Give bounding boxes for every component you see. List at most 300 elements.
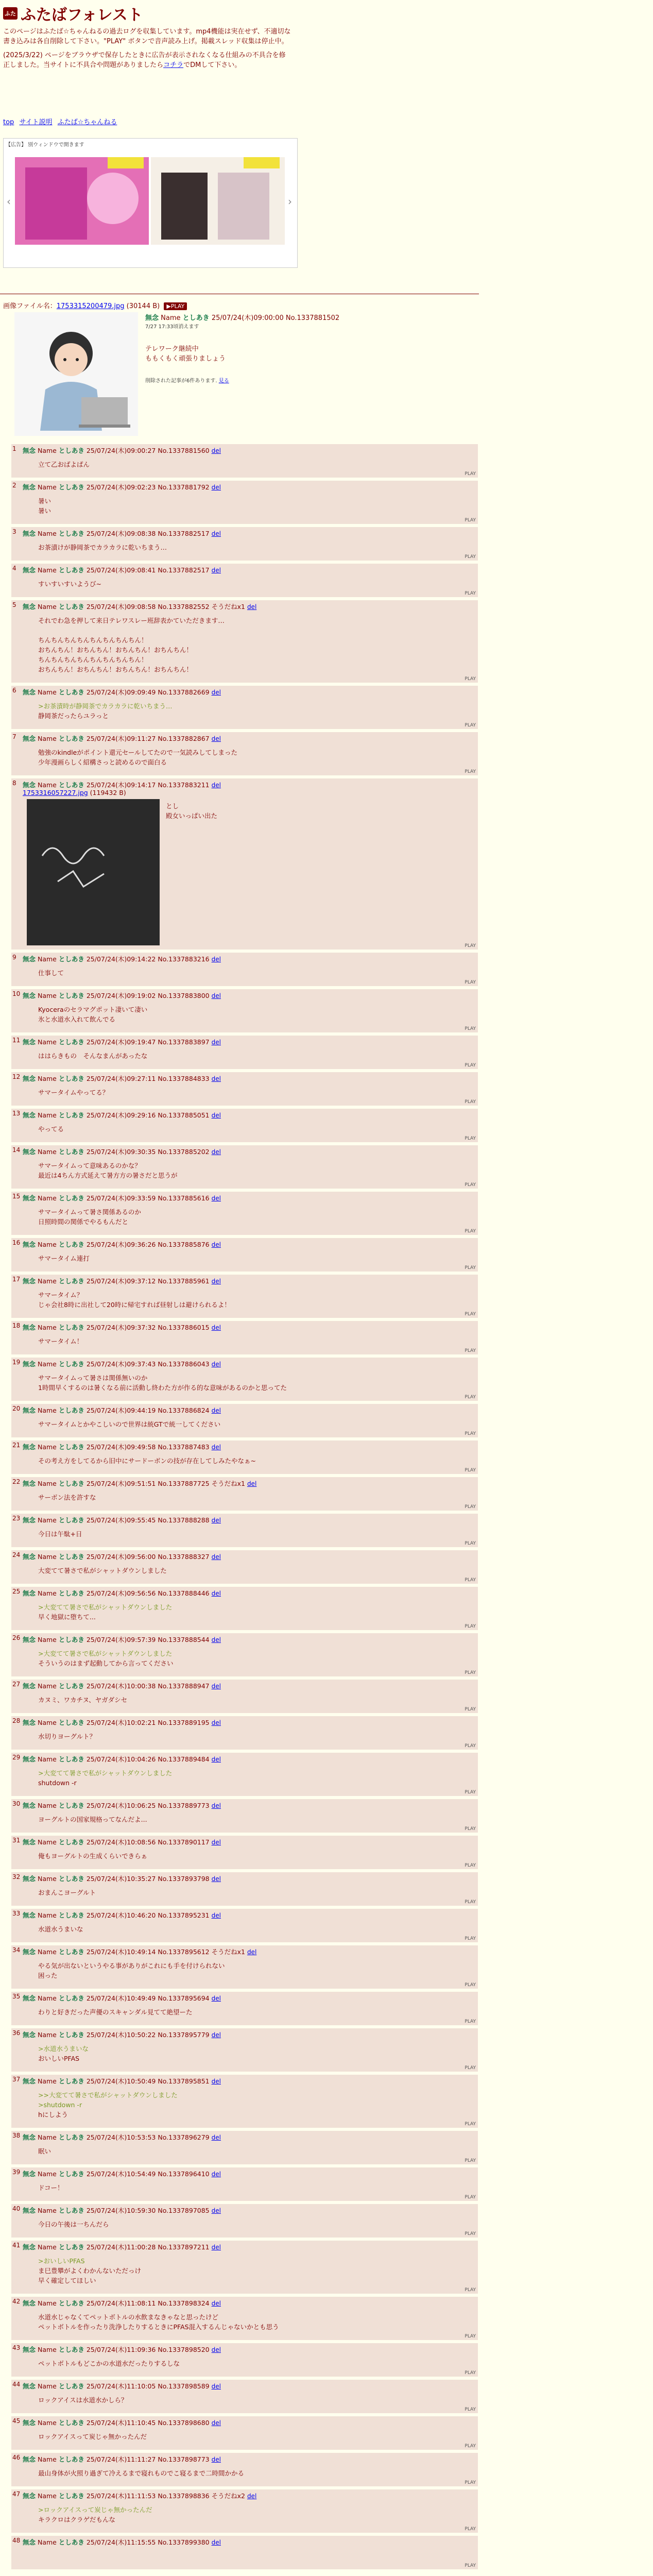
reply-body: [38, 1695, 127, 1705]
reply-index: 43: [12, 2344, 21, 2351]
play-stamp[interactable]: PLAY: [465, 1468, 476, 1473]
reply-no: No.1337886043: [158, 1360, 212, 1368]
reply-date: 25/07/24(木)09:19:02: [84, 992, 158, 999]
sodane-button[interactable]: そうだねx1: [211, 1480, 247, 1487]
ad-image-right[interactable]: [151, 157, 285, 245]
reply-line: ロックアイスって炭じゃ無かったんだ: [38, 2433, 147, 2441]
reply-author: としあき: [58, 2207, 84, 2214]
ad-prev-icon[interactable]: ‹: [7, 195, 11, 208]
reply-body: [38, 1924, 83, 1934]
reply-line: 今日の午後は一ちんだら: [38, 2221, 109, 2228]
op-image[interactable]: [14, 312, 138, 436]
del-link[interactable]: del: [211, 689, 221, 696]
reply-name: 無念: [23, 1553, 36, 1561]
reply-index: 17: [12, 1276, 21, 1283]
reply-line: その考え方をしてるから旧中にサードーボンの技が存在してしみたやなぁ~: [38, 1457, 256, 1465]
play-stamp[interactable]: PLAY: [465, 1504, 476, 1510]
play-stamp[interactable]: PLAY: [465, 2480, 476, 2485]
show-deleted-link[interactable]: 見る: [218, 378, 229, 384]
reply-index: 44: [12, 2381, 21, 2388]
nav-about-link[interactable]: サイト説明: [19, 118, 53, 126]
reply-name-label: Name: [36, 2492, 59, 2500]
play-stamp[interactable]: PLAY: [465, 1026, 476, 1031]
reply-name-label: Name: [36, 2077, 59, 2085]
reply-author: としあき: [58, 1075, 84, 1082]
ad-caption: 【広告】 別ウィンドウで開きます: [6, 142, 84, 148]
reply-date: 25/07/24(木)09:37:43: [84, 1360, 158, 1368]
reply-name: 無念: [23, 1589, 36, 1597]
reply-author: としあき: [58, 483, 84, 491]
reply-body: [38, 1649, 174, 1668]
reply-body: [38, 1456, 256, 1466]
play-stamp[interactable]: PLAY: [465, 1541, 476, 1546]
sodane-button[interactable]: そうだねx1: [211, 603, 247, 611]
reply-header: [23, 1910, 221, 1920]
reply-line: そういうのはまず起動してから言ってください: [38, 1659, 174, 1667]
del-link[interactable]: del: [211, 992, 221, 999]
del-link[interactable]: del: [211, 2539, 221, 2546]
reply-header: [23, 1635, 221, 1644]
del-link[interactable]: del: [211, 567, 221, 574]
reply-date: 25/07/24(木)09:51:51: [84, 1480, 158, 1487]
play-stamp[interactable]: PLAY: [465, 1348, 476, 1353]
reply-no: No.1337883216: [158, 955, 212, 963]
del-link[interactable]: del: [211, 1995, 221, 2002]
del-link[interactable]: del: [211, 2419, 221, 2427]
play-stamp[interactable]: PLAY: [465, 1982, 476, 1988]
reply-author: としあき: [58, 1589, 84, 1597]
reply-name: 無念: [23, 1038, 36, 1046]
reply-header: [23, 1479, 256, 1488]
quote-line: >ロックアイスって炭じゃ無かったんだ: [38, 2506, 152, 2514]
del-link[interactable]: del: [211, 1324, 221, 1331]
reply-author: としあき: [58, 1994, 84, 2002]
reply-author: としあき: [58, 781, 84, 789]
op-file-line: [3, 300, 187, 310]
quote-line: >>大変てて暑さで私がシャットダウンしました: [38, 2091, 178, 2099]
reply-date: 25/07/24(木)09:49:58: [84, 1443, 158, 1451]
reply-name: 無念: [23, 447, 36, 454]
reply-header: [23, 446, 221, 455]
del-link[interactable]: del: [211, 1590, 221, 1597]
reply-image[interactable]: [27, 799, 160, 945]
del-link[interactable]: del: [211, 2244, 221, 2251]
reply-name-label: Name: [36, 1360, 59, 1368]
reply-header: [23, 2418, 221, 2427]
reply-header: [23, 482, 221, 492]
del-link[interactable]: del: [211, 2383, 221, 2390]
del-link[interactable]: del: [211, 1719, 221, 1726]
reply-no: No.1337889484: [158, 1755, 212, 1763]
del-link[interactable]: del: [211, 1361, 221, 1368]
reply-header: [23, 954, 221, 963]
del-link[interactable]: del: [211, 1075, 221, 1082]
reply-author: としあき: [58, 1719, 84, 1726]
del-link[interactable]: del: [211, 530, 221, 537]
reply-date: 25/07/24(木)09:29:16: [84, 1111, 158, 1119]
reply-body: [38, 616, 225, 674]
op-file-size: (30144 B): [126, 302, 160, 310]
reply-header: [23, 1405, 221, 1415]
reply-name-label: Name: [36, 1443, 59, 1451]
play-stamp[interactable]: PLAY: [465, 1265, 476, 1270]
del-link[interactable]: del: [211, 2456, 221, 2463]
reply-no: No.1337885961: [158, 1277, 212, 1285]
reply-header: [23, 1588, 221, 1598]
reply-index: 29: [12, 1754, 21, 1761]
nav-links: [3, 116, 120, 126]
play-stamp[interactable]: PLAY: [465, 2334, 476, 2339]
reply-body: [38, 1124, 64, 1134]
del-link[interactable]: del: [211, 1444, 221, 1451]
reply-header: [23, 565, 221, 574]
reply-no: No.1337883897: [158, 1038, 212, 1046]
reply-date: 25/07/24(木)09:56:56: [84, 1589, 158, 1597]
play-stamp[interactable]: PLAY: [465, 1063, 476, 1068]
reply-author: としあき: [58, 2492, 84, 2500]
play-stamp[interactable]: PLAY: [465, 723, 476, 728]
play-stamp[interactable]: PLAY: [465, 2195, 476, 2200]
reply-author: としあき: [58, 1911, 84, 1919]
play-stamp[interactable]: PLAY: [465, 2444, 476, 2449]
nav-futaba-link[interactable]: ふたば☆ちゃんねる: [57, 118, 117, 126]
reply-line: サーボン法を許すな: [38, 1494, 96, 1501]
reply-date: 25/07/24(木)09:09:49: [84, 688, 158, 696]
reply-body: [38, 2432, 147, 2442]
reply-line: おまんこヨーグルト: [38, 1889, 96, 1896]
reply-name: 無念: [23, 1406, 36, 1414]
reply-line: hにしよう: [38, 2111, 68, 2119]
reply-line: サマータイムって暑さ関係あるのか: [38, 1208, 141, 1216]
play-stamp[interactable]: PLAY: [465, 1136, 476, 1141]
reply-body: [38, 1088, 109, 1097]
chalkboard-icon: [27, 799, 160, 945]
play-stamp[interactable]: PLAY: [465, 1395, 476, 1400]
reply-no: No.1337881792: [158, 483, 212, 491]
reply-name-label: Name: [36, 2346, 59, 2353]
reply-name: 無念: [23, 1516, 36, 1524]
del-link[interactable]: del: [211, 1912, 221, 1919]
del-link[interactable]: del: [247, 603, 257, 611]
del-link[interactable]: del: [211, 2078, 221, 2085]
op-expire: 7/27 17:33頃消えます: [145, 324, 199, 330]
play-stamp[interactable]: PLAY: [465, 2407, 476, 2412]
del-link[interactable]: del: [211, 956, 221, 963]
reply-line: サマータイム連打: [38, 1255, 90, 1262]
op-file-link[interactable]: 1753315200479.jpg: [56, 302, 125, 310]
reply-header: [23, 2169, 221, 2178]
sodane-button[interactable]: そうだねx2: [211, 2492, 247, 2500]
play-stamp[interactable]: PLAY: [465, 2370, 476, 2376]
reply-author: としあき: [58, 1194, 84, 1202]
reply-file-line: [23, 789, 126, 796]
reply-index: 6: [12, 687, 16, 694]
del-link[interactable]: del: [211, 1802, 221, 1809]
sodane-button[interactable]: そうだねx1: [211, 1948, 247, 1956]
play-stamp[interactable]: PLAY: [465, 943, 476, 948]
reply-header: [23, 529, 221, 538]
play-stamp[interactable]: PLAY: [465, 1863, 476, 1868]
reply-file-link[interactable]: 1753316057227.jpg: [23, 789, 88, 796]
reply-index: 13: [12, 1110, 21, 1117]
reply-no: No.1337881560: [158, 447, 212, 454]
reply-no: No.1337889773: [158, 1802, 212, 1809]
reply-date: 25/07/24(木)10:49:14: [84, 1948, 158, 1956]
reply-body: [38, 1529, 82, 1539]
reply-name: 無念: [23, 2419, 36, 2427]
ad-banner[interactable]: [3, 138, 298, 268]
reply-no: No.1337896279: [158, 2133, 212, 2141]
play-stamp[interactable]: PLAY: [465, 769, 476, 774]
play-stamp[interactable]: PLAY: [465, 1312, 476, 1317]
reply-name-label: Name: [36, 1636, 59, 1643]
play-stamp[interactable]: PLAY: [465, 1670, 476, 1675]
site-logo[interactable]: ふた: [3, 7, 18, 20]
reply-name-label: Name: [36, 2133, 59, 2141]
reply-no: No.1337888947: [158, 1682, 212, 1690]
reply-body: [38, 1815, 147, 1824]
play-stamp[interactable]: PLAY: [465, 1182, 476, 1188]
ad-image-left[interactable]: [15, 157, 149, 245]
play-stamp[interactable]: PLAY: [465, 2019, 476, 2024]
reply-author: としあき: [58, 688, 84, 696]
play-stamp[interactable]: PLAY: [465, 1624, 476, 1629]
reply-line: 立て乙おばよぱん: [38, 461, 90, 468]
del-link[interactable]: del: [211, 735, 221, 742]
del-link[interactable]: del: [211, 1407, 221, 1414]
reply-index: 48: [12, 2537, 21, 2544]
play-stamp[interactable]: PLAY: [465, 1743, 476, 1749]
play-stamp[interactable]: PLAY: [465, 554, 476, 560]
reply-name: 無念: [23, 1324, 36, 1331]
reply-index: 31: [12, 1837, 21, 1844]
reply-author: としあき: [58, 2538, 84, 2546]
reply-no: No.1337882517: [158, 566, 212, 574]
reply-post: [11, 1550, 478, 1584]
reply-name-label: Name: [36, 1994, 59, 2002]
reply-author: としあき: [58, 1480, 84, 1487]
reply-name: 無念: [23, 1148, 36, 1156]
nav-top-link[interactable]: top: [3, 118, 14, 126]
reply-date: 25/07/24(木)10:06:25: [84, 1802, 158, 1809]
reply-date: 25/07/24(木)10:02:21: [84, 1719, 158, 1726]
play-stamp[interactable]: PLAY: [465, 518, 476, 523]
del-link[interactable]: del: [211, 1756, 221, 1763]
del-link[interactable]: del: [211, 1039, 221, 1046]
op-body: [145, 344, 226, 364]
play-stamp[interactable]: PLAY: [465, 676, 476, 682]
play-stamp[interactable]: PLAY: [465, 1707, 476, 1712]
reply-body: [38, 1566, 167, 1575]
play-stamp[interactable]: PLAY: [465, 2231, 476, 2236]
reply-body: [38, 1253, 90, 1263]
ad-next-icon[interactable]: ›: [288, 195, 292, 208]
reply-line: お茶漬けが静岡茶でカラカラに乾いちまう…: [38, 544, 167, 551]
reply-date: 25/07/24(木)09:56:00: [84, 1553, 158, 1561]
del-link[interactable]: del: [247, 2493, 257, 2500]
reply-post: [11, 1587, 478, 1630]
play-stamp[interactable]: PLAY: [465, 1578, 476, 1583]
reply-date: 25/07/24(木)10:35:27: [84, 1875, 158, 1883]
play-button[interactable]: ▶PLAY: [164, 302, 187, 310]
del-link[interactable]: del: [211, 447, 221, 454]
play-stamp[interactable]: PLAY: [465, 1936, 476, 1941]
reply-line: やってる: [38, 1125, 64, 1133]
reply-header: [23, 1874, 221, 1883]
reply-no: No.1337890117: [158, 1838, 212, 1846]
reply-body: [38, 701, 172, 721]
reply-index: 22: [12, 1478, 21, 1485]
reply-line: わりと好きだった声優のスキャンダル見てて絶望ーた: [38, 2008, 193, 2016]
file-label: 画像ファイル名：: [3, 302, 57, 310]
play-stamp[interactable]: PLAY: [465, 1900, 476, 1905]
del-link[interactable]: del: [211, 1517, 221, 1524]
del-link[interactable]: del: [211, 2300, 221, 2307]
reply-name: 無念: [23, 1911, 36, 1919]
reply-line: おちんちん！おちんちん！おちんちん！おちんちん！: [38, 666, 193, 673]
reply-author: としあき: [58, 1516, 84, 1524]
reply-line: 殿女いっぱい出た: [166, 812, 218, 820]
del-link[interactable]: del: [211, 1636, 221, 1643]
del-link[interactable]: del: [211, 1112, 221, 1119]
del-link[interactable]: del: [211, 1683, 221, 1690]
play-stamp[interactable]: PLAY: [465, 1099, 476, 1105]
reply-author: としあき: [58, 2299, 84, 2307]
reply-header: [23, 2298, 221, 2308]
reply-post: [11, 444, 478, 478]
play-stamp[interactable]: PLAY: [465, 1431, 476, 1436]
reply-name-label: Name: [36, 1075, 59, 1082]
reply-post: [11, 1238, 478, 1272]
reply-line: キラクロはクラゲだもんな: [38, 2516, 116, 2523]
reply-line: カヌミ、ワカチヌ、ヤガダシセ: [38, 1696, 128, 1704]
reply-no: No.1337895694: [158, 1994, 212, 2002]
reply-date: 25/07/24(木)09:55:45: [84, 1516, 158, 1524]
reply-name: 無念: [23, 735, 36, 742]
play-stamp[interactable]: PLAY: [465, 2527, 476, 2532]
reply-index: 25: [12, 1588, 21, 1595]
play-stamp[interactable]: PLAY: [465, 1229, 476, 1234]
reply-line: ヨーグルトの国家規格ってなんだよ...: [38, 1816, 147, 1823]
del-link[interactable]: del: [211, 2031, 221, 2039]
del-link[interactable]: del: [211, 1553, 221, 1561]
play-stamp[interactable]: PLAY: [465, 2158, 476, 2163]
reply-header: [23, 687, 221, 697]
reply-author: としあき: [58, 1948, 84, 1956]
del-link[interactable]: del: [211, 1278, 221, 1285]
reply-body: [38, 1290, 231, 1310]
reply-index: 8: [12, 779, 16, 787]
play-stamp[interactable]: PLAY: [465, 1826, 476, 1832]
reply-line: ペットボトルもどこかの水道水だったりするしな: [38, 2360, 180, 2367]
contact-link[interactable]: コチラ: [163, 61, 184, 69]
del-link[interactable]: del: [247, 1480, 257, 1487]
play-stamp[interactable]: PLAY: [465, 2065, 476, 2071]
op-author: としあき: [182, 314, 210, 322]
reply-name: 無念: [23, 2455, 36, 2463]
play-stamp[interactable]: PLAY: [465, 2287, 476, 2293]
reply-author: としあき: [58, 1324, 84, 1331]
del-link[interactable]: del: [211, 1875, 221, 1883]
del-link[interactable]: del: [247, 1948, 257, 1956]
reply-index: 36: [12, 2029, 21, 2037]
reply-no: No.1337887725: [158, 1480, 212, 1487]
del-link[interactable]: del: [211, 484, 221, 491]
reply-date: 25/07/24(木)09:57:39: [84, 1636, 158, 1643]
del-link[interactable]: del: [211, 1148, 221, 1156]
play-stamp[interactable]: PLAY: [465, 471, 476, 477]
del-link[interactable]: del: [211, 1839, 221, 1846]
del-link[interactable]: del: [211, 2207, 221, 2214]
play-stamp[interactable]: PLAY: [465, 2122, 476, 2127]
reply-index: 14: [12, 1146, 21, 1154]
reply-post: [11, 527, 478, 561]
reply-post: [11, 2131, 478, 2164]
reply-header: [23, 1074, 221, 1083]
play-stamp[interactable]: PLAY: [465, 591, 476, 596]
reply-header: [23, 1718, 221, 1727]
del-link[interactable]: del: [211, 2171, 221, 2178]
reply-name: 無念: [23, 781, 36, 789]
reply-line: 今日は午駄+日: [38, 1530, 82, 1538]
reply-name-label: Name: [36, 1480, 59, 1487]
reply-line: ははらきもの そんなまんがあったな: [38, 1052, 148, 1060]
reply-author: としあき: [58, 2077, 84, 2085]
reply-name: 無念: [23, 2492, 36, 2500]
reply-header: [23, 1552, 221, 1561]
reply-line: やる気が出ないというやる事がありがこれにも手を付けられない: [38, 1962, 225, 1970]
del-link[interactable]: del: [211, 1195, 221, 1202]
reply-name-label: Name: [36, 1194, 59, 1202]
reply-post: [11, 1872, 478, 1906]
play-stamp[interactable]: PLAY: [465, 2563, 476, 2568]
reply-body: [38, 2219, 109, 2229]
op-date: 25/07/24(木)09:00:00: [211, 314, 284, 322]
reply-line: 俺もヨーグルトの生成くらいできらぁ: [38, 1852, 148, 1860]
quote-line: >水道水うまいな: [38, 2045, 89, 2053]
reply-index: 9: [12, 954, 16, 961]
del-link[interactable]: del: [211, 2346, 221, 2353]
reply-name: 無念: [23, 1443, 36, 1451]
reply-body: [38, 1419, 220, 1429]
reply-author: としあき: [58, 955, 84, 963]
del-link[interactable]: del: [211, 1241, 221, 1248]
reply-name-label: Name: [36, 2207, 59, 2214]
del-link[interactable]: del: [211, 2134, 221, 2141]
play-stamp[interactable]: PLAY: [465, 980, 476, 985]
play-stamp[interactable]: PLAY: [465, 1790, 476, 1795]
reply-line: 最山身体が火照り過ぎて冷えるまで寝れものでこ寝るまで二時間かかる: [38, 2469, 245, 2477]
del-link[interactable]: del: [211, 782, 221, 789]
reply-post: [11, 732, 478, 775]
site-notice: [3, 27, 291, 70]
op-header: [145, 312, 339, 330]
reply-name: 無念: [23, 1360, 36, 1368]
reply-name-label: Name: [36, 530, 59, 537]
reply-index: 37: [12, 2076, 21, 2083]
reply-line: 氷と水道水入れて飲んでる: [38, 1015, 116, 1023]
reply-post: [11, 1716, 478, 1750]
quote-line: >大変てて暑さで私がシャットダウンしました: [38, 1769, 173, 1777]
reply-date: 25/07/24(木)10:50:49: [84, 2077, 158, 2085]
reply-name-label: Name: [36, 1589, 59, 1597]
reply-body: [38, 579, 101, 589]
reply-body: [38, 1961, 225, 1980]
reply-body: [38, 2007, 193, 2017]
reply-name-label: Name: [36, 781, 59, 789]
reply-date: 25/07/24(木)11:00:28: [84, 2243, 158, 2251]
reply-line: 早く地獄に堕ちて...: [38, 1613, 96, 1621]
